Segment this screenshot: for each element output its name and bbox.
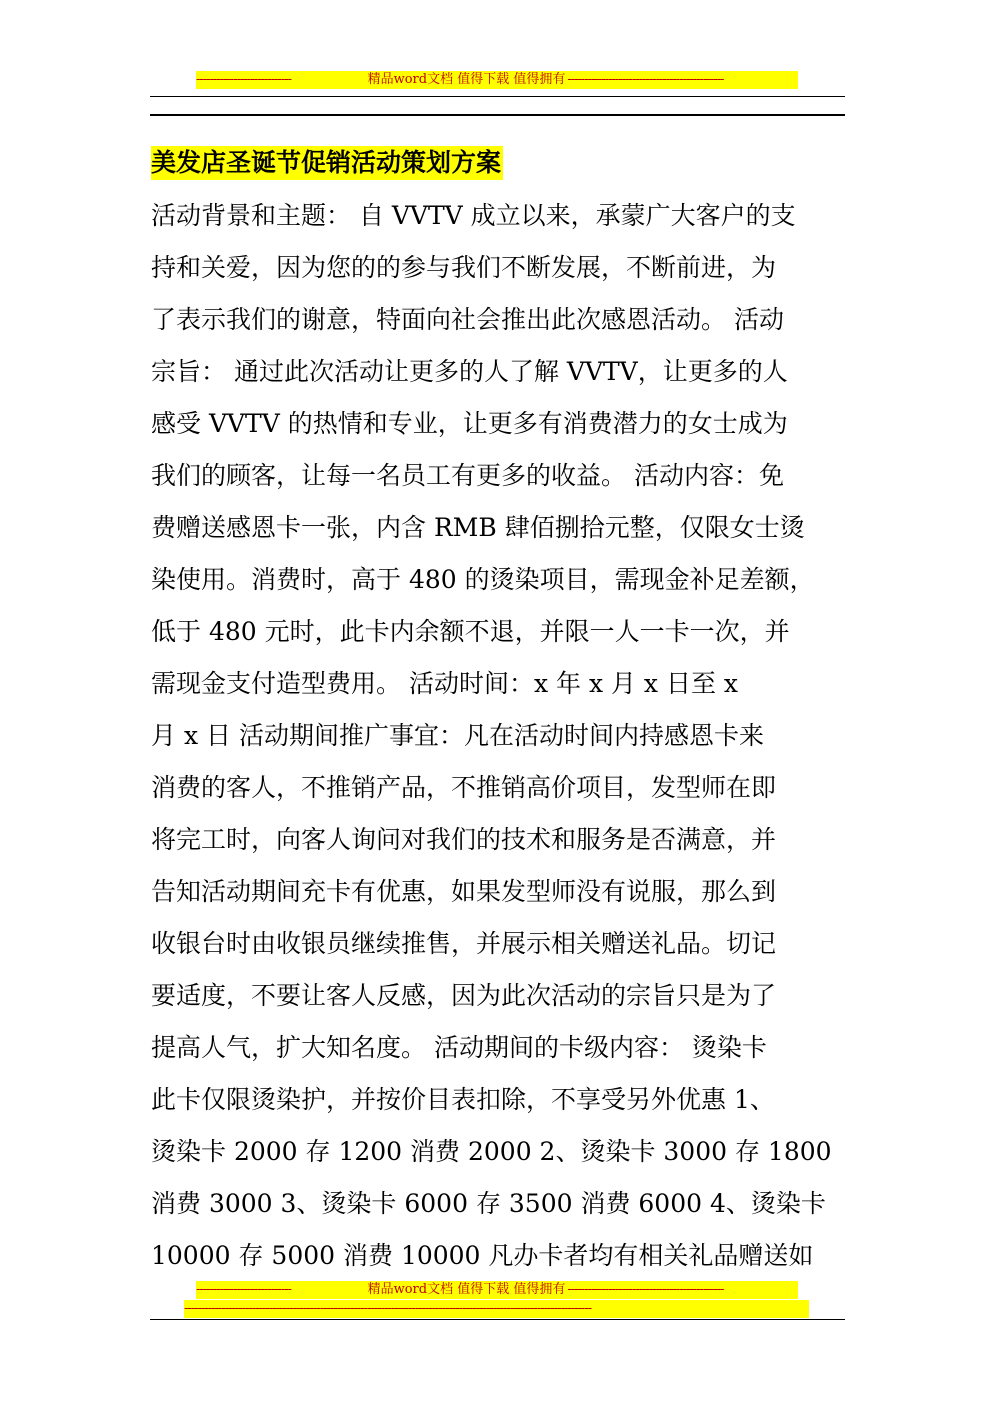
header-banner bbox=[196, 71, 798, 89]
header-right-dashes: ---------------------------------------------- bbox=[567, 72, 724, 87]
body-line: 收银台时由收银员继续推售，并展示相关赠送礼品。切记 bbox=[151, 929, 777, 958]
header-rule-thick bbox=[150, 114, 845, 116]
body-line: 告知活动期间充卡有优惠，如果发型师没有说服，那么到 bbox=[151, 877, 777, 906]
body-line: 要适度，不要让客人反感，因为此次活动的宗旨只是为了 bbox=[151, 981, 777, 1010]
body-line: 消费的客人，不推销产品，不推销高价项目，发型师在即 bbox=[151, 773, 777, 802]
header-rule-thin bbox=[150, 96, 845, 97]
body-line: 将完工时，向客人询问对我们的技术和服务是否满意，并 bbox=[151, 825, 777, 854]
header-banner-text: 精品word文档 值得下载 值得拥有 bbox=[367, 72, 566, 87]
body-line: 烫染卡 2000 存 1200 消费 2000 2、烫染卡 3000 存 1800 bbox=[151, 1137, 832, 1166]
body-line: 感受 VVTV 的热情和专业，让更多有消费潜力的女士成为 bbox=[151, 409, 788, 438]
body-line: 消费 3000 3、烫染卡 6000 存 3500 消费 6000 4、烫染卡 bbox=[151, 1189, 826, 1218]
body-line: 月 x 日 活动期间推广事宜：凡在活动时间内持感恩卡来 bbox=[151, 721, 764, 750]
document-body bbox=[151, 190, 851, 1282]
body-line: 低于 480 元时，此卡内余额不退，并限一人一卡一次，并 bbox=[151, 617, 790, 646]
body-line: 需现金支付造型费用。 活动时间：x 年 x 月 x 日至 x bbox=[151, 669, 739, 698]
footer-banner-text: 精品word文档 值得下载 值得拥有 bbox=[367, 1282, 566, 1297]
footer-second-line: ------------------------------------------------------------------------------------------------------------------------ bbox=[184, 1301, 592, 1316]
footer-banner-dashes bbox=[184, 1300, 809, 1318]
footer-left-dashes: ---------------------------- bbox=[196, 1282, 291, 1297]
footer-rule bbox=[150, 1319, 845, 1320]
header-left-dashes: ---------------------------- bbox=[196, 72, 291, 87]
body-line: 活动背景和主题： 自 VVTV 成立以来，承蒙广大客户的支 bbox=[151, 201, 796, 230]
footer-banner bbox=[196, 1281, 798, 1299]
body-line: 提高人气，扩大知名度。 活动期间的卡级内容： 烫染卡 bbox=[151, 1033, 767, 1062]
body-line: 10000 存 5000 消费 10000 凡办卡者均有相关礼品赠送如 bbox=[151, 1241, 814, 1270]
body-line: 染使用。消费时，高于 480 的烫染项目，需现金补足差额， bbox=[151, 565, 815, 594]
body-line: 宗旨： 通过此次活动让更多的人了解 VVTV，让更多的人 bbox=[151, 357, 788, 386]
footer-right-dashes: ---------------------------------------------- bbox=[567, 1282, 724, 1297]
body-line: 了表示我们的谢意，特面向社会推出此次感恩活动。 活动 bbox=[151, 305, 784, 334]
body-line: 持和关爱，因为您的的参与我们不断发展，不断前进，为 bbox=[151, 253, 777, 282]
document-title: 美发店圣诞节促销活动策划方案 bbox=[151, 146, 503, 180]
body-line: 我们的顾客，让每一名员工有更多的收益。 活动内容：免 bbox=[151, 461, 784, 490]
body-line: 此卡仅限烫染护，并按价目表扣除，不享受另外优惠 1、 bbox=[151, 1085, 775, 1114]
body-line: 费赠送感恩卡一张，内含 RMB 肆佰捌拾元整，仅限女士烫 bbox=[151, 513, 805, 542]
